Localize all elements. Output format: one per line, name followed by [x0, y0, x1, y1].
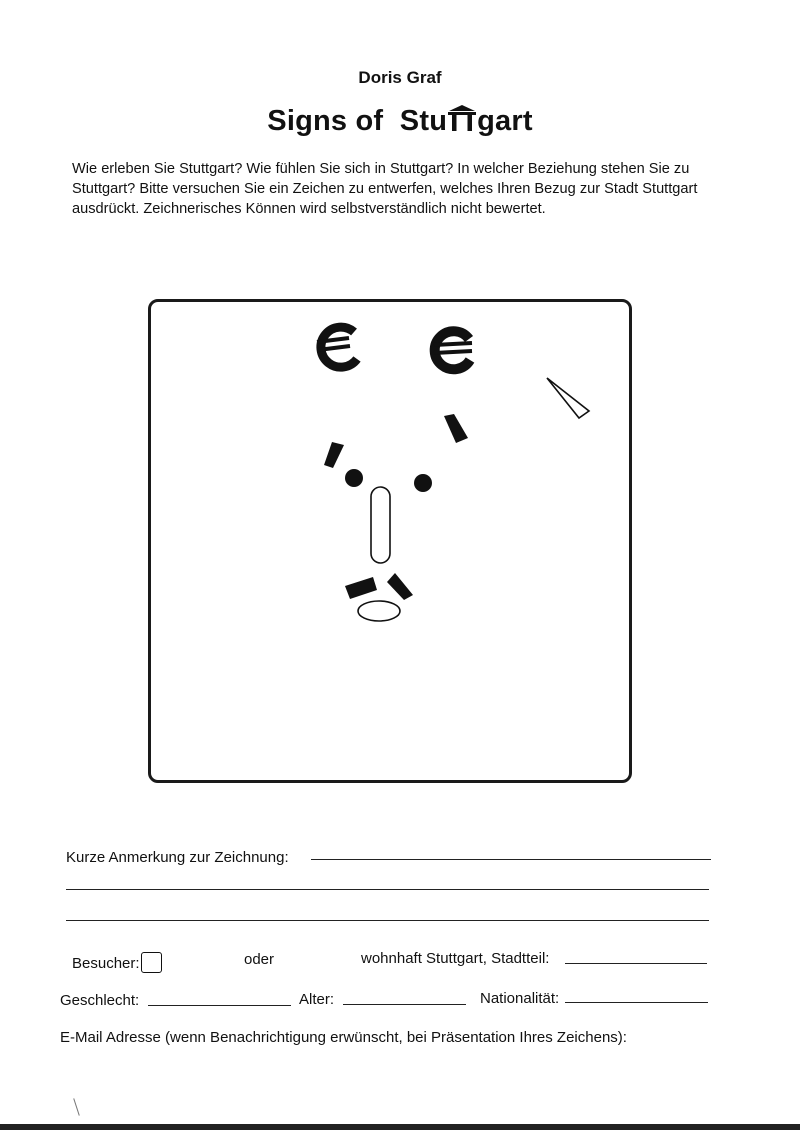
eyebrow-left-icon: [324, 442, 344, 468]
euro-sign-right-icon: [434, 331, 472, 369]
age-input-line[interactable]: [343, 1004, 466, 1005]
page-title: [0, 104, 800, 138]
euro-sign-left-icon: [317, 327, 357, 367]
gender-input-line[interactable]: [148, 1005, 291, 1006]
or-label: oder: [244, 951, 275, 968]
title-prefix: Signs of: [267, 105, 384, 137]
visitor-label: Besucher:: [72, 955, 140, 972]
age-label: Alter:: [299, 991, 335, 1008]
eyebrow-right-icon: [444, 414, 468, 443]
resident-label: wohnhaft Stuttgart, Stadtteil:: [361, 950, 550, 967]
eye-left-icon: [345, 469, 363, 487]
tt-pillar-gate-logo-icon: [447, 104, 477, 132]
gender-label: Geschlecht:: [60, 992, 140, 1009]
district-input-line[interactable]: [565, 963, 707, 964]
mouth-oval-icon: [358, 601, 400, 621]
comment-input-line-2[interactable]: [66, 889, 709, 890]
mustache-right-icon: [387, 573, 413, 600]
comment-input-line-3[interactable]: [66, 920, 709, 921]
triangle-shape-icon: [547, 378, 589, 418]
mustache-left-icon: [345, 577, 377, 599]
scan-mark: [73, 1098, 80, 1115]
visitor-checkbox[interactable]: [141, 952, 162, 973]
author-name: Doris Graf: [358, 68, 442, 87]
comment-label: Kurze Anmerkung zur Zeichnung:: [66, 849, 289, 866]
email-label: E-Mail Adresse (wenn Benachrichtigung erwünscht, bei Präsentation Ihres Zeichens):: [60, 1029, 627, 1046]
comment-input-line-1[interactable]: [311, 859, 711, 860]
nationality-input-line[interactable]: [565, 1002, 708, 1003]
title-stu: Stu: [399, 105, 448, 137]
nose-oval-icon: [371, 487, 390, 563]
visitor-field: [72, 952, 162, 973]
title-gart: gart: [477, 105, 533, 137]
eye-right-icon: [414, 474, 432, 492]
drawing-frame: [148, 299, 632, 783]
scan-bottom-edge: [0, 1124, 800, 1130]
intro-text: Wie erleben Sie Stuttgart? Wie fühlen Sie sich in Stuttgart? In welcher Beziehung stehen Sie zu Stuttgart? Bitte versuchen Sie ein Zeichen zu entwerfen, welches Ihren Bezug zur Stadt Stuttgart ausdrückt. Zeichnerisches Können wird selbstverständlich nicht bewertet.: [72, 161, 698, 217]
nationality-label: Nationalität:: [480, 990, 560, 1007]
